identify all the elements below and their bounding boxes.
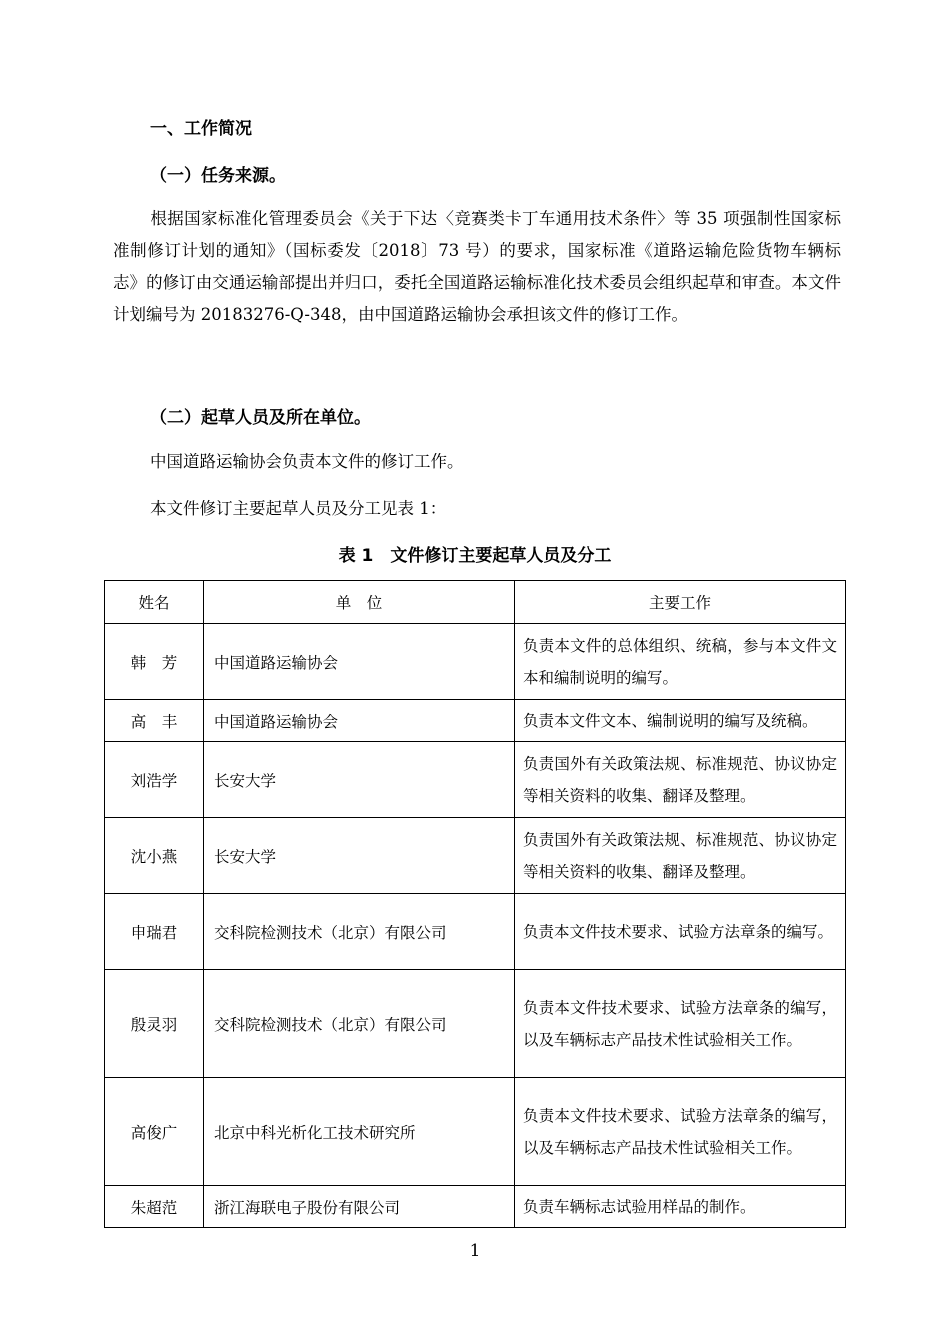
cell-work: 负责本文件文本、编制说明的编写及统稿。	[515, 700, 846, 742]
table-row	[105, 700, 846, 742]
cell-work: 负责本文件的总体组织、统稿，参与本文件文本和编制说明的编写。	[515, 624, 846, 700]
cell-unit: 长安大学	[204, 742, 515, 818]
drafters-table	[104, 580, 846, 1228]
cell-unit: 交科院检测技术（北京）有限公司	[204, 970, 515, 1078]
cell-unit: 浙江海联电子股份有限公司	[204, 1186, 515, 1228]
cell-work: 负责本文件技术要求、试验方法章条的编写。	[515, 894, 846, 970]
task-source-text: 根据国家标准化管理委员会《关于下达〈竞赛类卡丁车通用技术条件〉等 35 项强制性国家标准制修订计划的通知》（国标委发〔2018〕73 号）的要求，国家标准《道路运输危险货物车辆标志》的修订由交通运输部提出并归口，委托全国道路运输标准化技术委员会组织起草和审查。本文件计划编号为 20183276-Q-348，由中国道路运输协会承担该文件的修订工作。	[113, 209, 841, 324]
header-work: 主要工作	[515, 581, 846, 624]
table-caption: 表 1 文件修订主要起草人员及分工	[338, 546, 612, 566]
cell-unit: 北京中科光析化工技术研究所	[204, 1078, 515, 1186]
cell-name: 高 丰	[105, 700, 204, 742]
cell-unit: 中国道路运输协会	[204, 700, 515, 742]
cell-name: 朱超范	[105, 1186, 204, 1228]
cell-work: 负责本文件技术要求、试验方法章条的编写，以及车辆标志产品技术性试验相关工作。	[515, 970, 846, 1078]
subsection-title-drafters: （二）起草人员及所在单位。	[150, 408, 371, 428]
header-name: 姓名	[105, 581, 204, 624]
cell-work: 负责车辆标志试验用样品的制作。	[515, 1186, 846, 1228]
task-source-paragraph	[113, 203, 841, 331]
section-title: 一、工作简况	[150, 119, 252, 139]
page-number: 1	[469, 1241, 481, 1261]
table-row	[105, 818, 846, 894]
cell-name: 殷灵羽	[105, 970, 204, 1078]
cell-unit: 长安大学	[204, 818, 515, 894]
drafters-text-1: 中国道路运输协会负责本文件的修订工作。	[150, 452, 464, 471]
cell-name: 申瑞君	[105, 894, 204, 970]
header-unit: 单 位	[204, 581, 515, 624]
table-row	[105, 894, 846, 970]
table-row	[105, 1078, 846, 1186]
table-row	[105, 970, 846, 1078]
table-row	[105, 624, 846, 700]
table-row	[105, 742, 846, 818]
cell-name: 刘浩学	[105, 742, 204, 818]
cell-work: 负责国外有关政策法规、标准规范、协议协定等相关资料的收集、翻译及整理。	[515, 742, 846, 818]
table-header-row	[105, 581, 846, 624]
table-row	[105, 1186, 846, 1228]
cell-unit: 交科院检测技术（北京）有限公司	[204, 894, 515, 970]
cell-name: 沈小燕	[105, 818, 204, 894]
cell-work: 负责本文件技术要求、试验方法章条的编写，以及车辆标志产品技术性试验相关工作。	[515, 1078, 846, 1186]
cell-work: 负责国外有关政策法规、标准规范、协议协定等相关资料的收集、翻译及整理。	[515, 818, 846, 894]
drafters-paragraph-1	[113, 446, 841, 478]
cell-name: 高俊广	[105, 1078, 204, 1186]
subsection-title-task-source: （一）任务来源。	[150, 166, 286, 186]
cell-unit: 中国道路运输协会	[204, 624, 515, 700]
drafters-text-2: 本文件修订主要起草人员及分工见表 1：	[150, 499, 447, 518]
cell-name: 韩 芳	[105, 624, 204, 700]
drafters-paragraph-2	[113, 493, 841, 525]
